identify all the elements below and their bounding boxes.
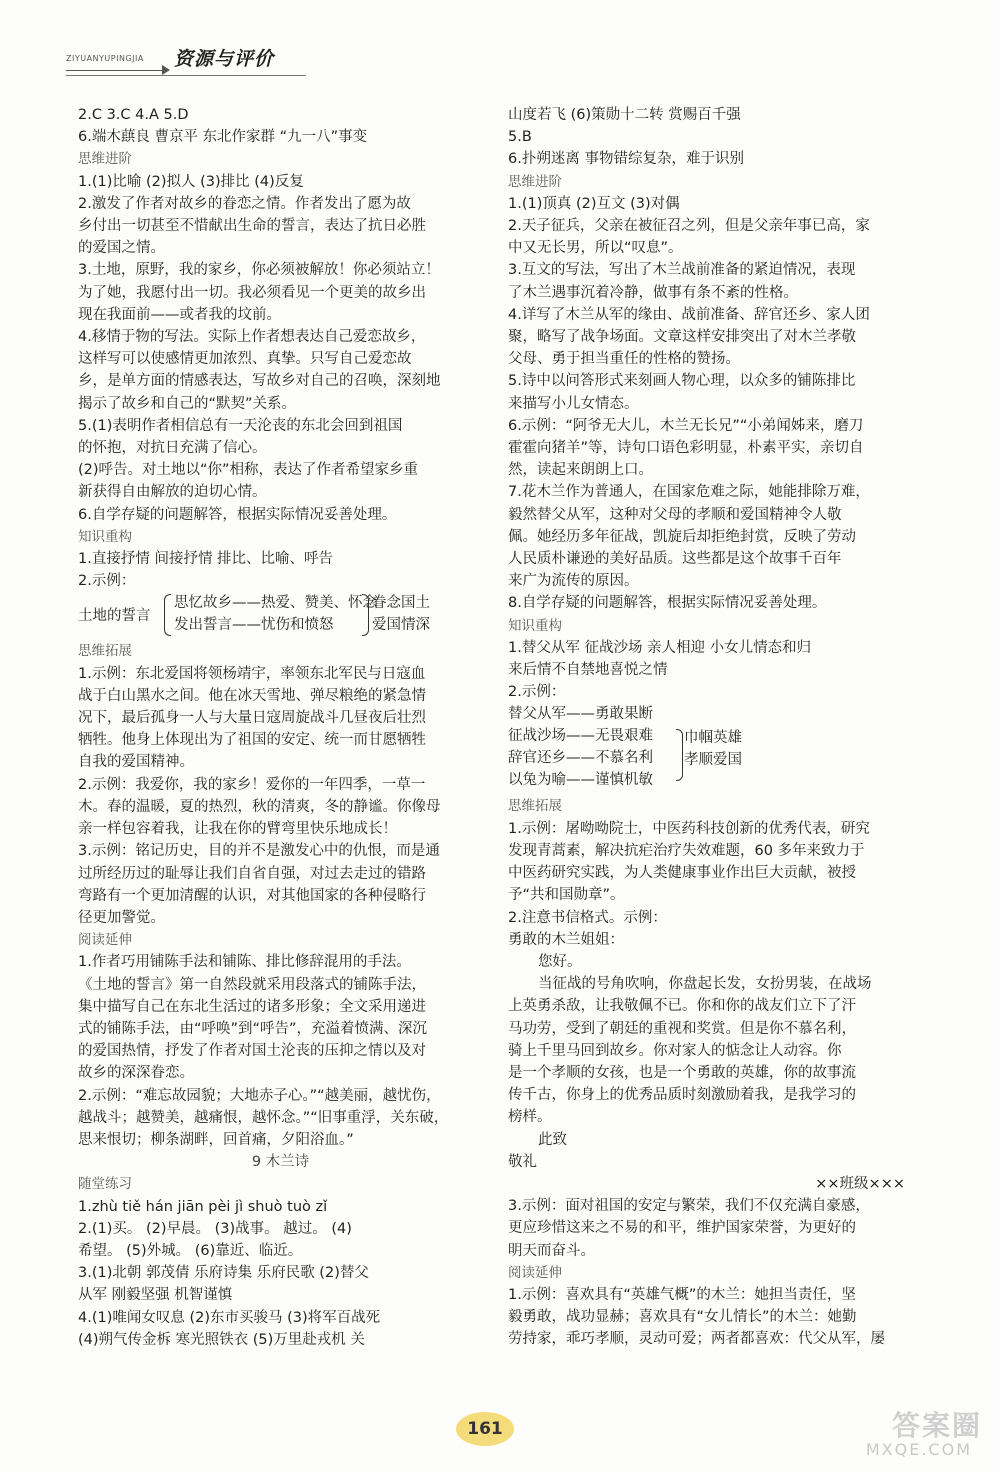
- text-line: 6.自学存疑的问题解答，根据实际情况妥善处理。: [78, 506, 397, 523]
- brace-row: 征战沙场——无畏艰难: [508, 728, 653, 745]
- left-brace-icon: [164, 594, 171, 636]
- text-line: 佩。她经历多年征战，凯旋后却拒绝封赏，反映了劳动: [508, 528, 856, 545]
- text-line: 2.示例：: [78, 573, 136, 590]
- text-line: 2.示例：我爱你，我的家乡！爱你的一年四季，一草一: [78, 776, 426, 793]
- text-line: 为了她，我愿付出一切。我必须看见一个更美的故乡出: [78, 284, 426, 301]
- section-heading: 思维进阶: [78, 151, 132, 168]
- text-line: 1.(1)顶真 (2)互文 (3)对偶: [508, 195, 680, 212]
- text-line: 思来恨切；柳条湖畔，回首痛，夕阳浴血。”: [78, 1131, 354, 1148]
- right-brace-icon: [362, 594, 369, 636]
- text-line: 1.zhù tiě hán jiān pèi jì shuò tuò zǐ: [78, 1198, 328, 1215]
- text-line: 敬礼: [508, 1153, 537, 1170]
- text-line: 乡付出一切甚至不惜献出生命的誓言，表达了抗日必胜: [78, 218, 426, 235]
- text-line: 人民质朴谦逊的美好品质。这些都是这个故事千百年: [508, 551, 842, 568]
- text-line: 式的铺陈手法，由“呼唤”到“呼告”，充溢着愤满、深沉: [78, 1020, 428, 1037]
- text-line: 《土地的誓言》第一自然段就采用段落式的铺陈手法，: [78, 976, 426, 993]
- text-line: 的爱国热情，抒发了作者对国土沦丧的压抑之情以及对: [78, 1043, 426, 1060]
- text-line: 6.示例：“阿爷无大儿，木兰无长兄”“小弟闻姊来，磨刀: [508, 417, 864, 434]
- brace-row: 思忆故乡——热爱、赞美、怀念: [174, 595, 377, 612]
- text-line: 2.(1)买。 (2)早晨。 (3)战事。 越过。 (4): [78, 1220, 352, 1237]
- text-line: 从军 刚毅坚强 机智谨慎: [78, 1287, 233, 1304]
- brace-end: 眷念国土: [372, 595, 430, 612]
- section-heading: 阅读延伸: [78, 932, 132, 949]
- text-line: 2.激发了作者对故乡的眷恋之情。作者发出了愿为故: [78, 195, 411, 212]
- text-line: 中又无长男，所以“叹息”。: [508, 240, 683, 257]
- text-line: 中医药研究实践，为人类健康事业作出巨大贡献，被授: [508, 865, 856, 882]
- text-line: 战于白山黑水之间。他在冰天雪地、弹尽粮绝的紧急情: [78, 687, 426, 704]
- text-line: 3.(1)北朝 郭茂倩 乐府诗集 乐府民歌 (2)替父: [78, 1265, 369, 1282]
- text-line: 聚，略写了战争场面。文章这样安排突出了对木兰孝敬: [508, 329, 856, 346]
- text-line: 过所经历过的耻辱让我们自省自强，对过去走过的错路: [78, 865, 426, 882]
- brace-diagram-right: [508, 703, 913, 795]
- text-line: 您好。: [538, 953, 582, 970]
- text-line: 5.(1)表明作者相信总有一天沦丧的东北会回到祖国: [78, 417, 403, 434]
- brace-diagram-left: [78, 592, 483, 640]
- text-line: 1.示例：屠呦呦院士，中医药科技创新的优秀代表，研究: [508, 820, 870, 837]
- text-line: 6.扑朔迷离 事物错综复杂，难于识别: [508, 151, 744, 168]
- text-line: 越战斗；越赞美，越痛恨，越怀念。”“旧事重浮，关东破，: [78, 1109, 449, 1126]
- text-line: 2.天子征兵，父亲在被征召之列，但是父亲年事已高，家: [508, 218, 870, 235]
- text-line: 7.花木兰作为普通人，在国家危难之际，她能排除万难，: [508, 484, 870, 501]
- brace-end: 孝顺爱国: [684, 752, 742, 769]
- text-line: 乡，是单方面的情感表达，写故乡对自己的召唤，深刻地: [78, 373, 441, 390]
- text-line: 4.(1)唯闻女叹息 (2)东市买骏马 (3)将军百战死: [78, 1309, 381, 1326]
- text-line: 新获得自由解放的迫切心情。: [78, 484, 267, 501]
- left-column-part-a: [78, 104, 483, 592]
- header-arrow-icon: [162, 65, 170, 75]
- text-line: 3.土地，原野，我的家乡，你必须被解放！你必须站立！: [78, 262, 440, 279]
- text-line: 马功劳，受到了朝廷的重视和奖赏。但是你不慕名利，: [508, 1020, 856, 1037]
- section-heading: 思维进阶: [508, 173, 562, 190]
- text-line: 1.作者巧用铺陈手法和铺陈、排比修辞混用的手法。: [78, 954, 411, 971]
- text-line: 2.示例：: [508, 684, 566, 701]
- text-line: 1.替父从军 征战沙场 亲人相迎 小女儿情态和归: [508, 639, 812, 656]
- header-arrow-line: [66, 70, 166, 71]
- section-heading: 思维拓展: [78, 643, 132, 660]
- text-line: 3.示例：铭记历史，目的并不是激发心中的仇恨，而是通: [78, 843, 440, 860]
- left-column: [78, 104, 483, 1351]
- brace-row: 发出誓言——忧伤和愤怒: [174, 617, 334, 634]
- text-line: 揭示了故乡和自己的“默契”关系。: [78, 395, 297, 412]
- text-line: 弯路有一个更加清醒的认识，对其他国家的各种侵略行: [78, 887, 426, 904]
- watermark-url: MXQE.COM: [865, 1440, 972, 1459]
- text-line: 故乡的深深眷恋。: [78, 1065, 194, 1082]
- right-column-part-a: [508, 104, 913, 703]
- text-line: 3.互文的写法，写出了木兰战前准备的紧迫情况，表现: [508, 262, 856, 279]
- text-line: 父母、勇于担当重任的性格的赞扬。: [508, 351, 740, 368]
- brace-diagram-label: 土地的誓言: [78, 608, 151, 625]
- text-line: 勇敢的木兰姐姐：: [508, 931, 624, 948]
- text-line: 当征战的号角吹响，你盘起长发，女扮男装，在战场: [538, 976, 872, 993]
- page-number: 161: [456, 1412, 514, 1446]
- text-line: (4)朔气传金柝 寒光照铁衣 (5)万里赴戎机 关: [78, 1331, 365, 1348]
- brace-end: 爱国情深: [372, 617, 430, 634]
- text-line: 此致: [538, 1131, 567, 1148]
- text-line: 集中描写自己在东北生活过的诸多形象；全文采用递进: [78, 998, 426, 1015]
- text-line: 传千古，你身上的优秀品质时刻激励着我，是我学习的: [508, 1087, 856, 1104]
- text-line: 毅勇敢，战功显赫；喜欢具有“女儿情长”的木兰：她勤: [508, 1309, 857, 1326]
- text-line: 来描写小儿女情态。: [508, 395, 639, 412]
- text-line: 来广为流传的原因。: [508, 573, 639, 590]
- header-pinyin: ZIYUANYUPINGJIA: [66, 54, 144, 63]
- brace-row: 以兔为喻——谨慎机敏: [508, 772, 653, 789]
- text-line: 4.移情于物的写法。实际上作者想表达自己爱恋故乡，: [78, 329, 426, 346]
- text-line: 了木兰遇事沉着冷静，做事有条不紊的性格。: [508, 284, 798, 301]
- brace-row: 替父从军——勇敢果断: [508, 706, 653, 723]
- text-line: 况下，最后孤身一人与大量日寇周旋战斗几昼夜后壮烈: [78, 710, 426, 727]
- text-line: 牺牲。他身上体现出为了祖国的安定、统一而甘愿牺牲: [78, 732, 426, 749]
- section-heading: 随堂练习: [78, 1176, 132, 1193]
- text-line: 3.示例：面对祖国的安定与繁荣，我们不仅充满自豪感，: [508, 1198, 870, 1215]
- text-line: 的怀抱，对抗日充满了信心。: [78, 440, 267, 457]
- section-heading: 知识重构: [508, 617, 562, 634]
- text-line: 榜样。: [508, 1109, 552, 1126]
- header-title: 资源与评价: [174, 48, 275, 70]
- text-line: 更应珍惜这来之不易的和平，维护国家荣誉，为更好的: [508, 1220, 856, 1237]
- text-line: 这样写可以使感情更加浓烈、真挚。只写自己爱恋故: [78, 351, 412, 368]
- text-line: 来后情不自禁地喜悦之情: [508, 662, 668, 679]
- text-line: 明天而奋斗。: [508, 1242, 595, 1259]
- left-column-part-b: [78, 640, 483, 1351]
- text-line: 骑上千里马回到故乡。你对家人的惦念让人动容。你: [508, 1042, 842, 1059]
- text-line: 予“共和国勋章”。: [508, 887, 625, 904]
- section-heading: 阅读延伸: [508, 1264, 562, 1281]
- text-line: 径更加警觉。: [78, 909, 165, 926]
- text-line: 木。春的温暖，夏的热烈，秋的清爽，冬的静谧。你像母: [78, 798, 441, 815]
- text-line: ××班级×××: [815, 1175, 905, 1192]
- text-line: 1.直接抒情 间接抒情 排比、比喻、呼告: [78, 551, 334, 568]
- text-line: 霍霍向猪羊”等，诗句口语色彩明显，朴素平实，亲切自: [508, 440, 864, 457]
- text-line: 的爱国之情。: [78, 240, 165, 257]
- text-line: 现在我面前——或者我的坟前。: [78, 306, 281, 323]
- right-column: [508, 104, 913, 1351]
- text-line: 2.示例：“难忘故园貌；大地赤子心。”“越美丽，越忧伤，: [78, 1087, 441, 1104]
- text-line: 是一个孝顺的女孩，也是一个勇敢的英雄，你的故事流: [508, 1064, 856, 1081]
- text-line: 1.示例：喜欢具有“英雄气概”的木兰：她担当责任，坚: [508, 1286, 856, 1303]
- text-line: 5.诗中以问答形式来刻画人物心理，以众多的铺陈排比: [508, 373, 856, 390]
- text-line: 2.注意书信格式。示例：: [508, 909, 667, 926]
- text-line: 4.详写了木兰从军的缘由、战前准备、辞官还乡、家人团: [508, 306, 870, 323]
- section-heading: 思维拓展: [508, 798, 562, 815]
- page-header: [66, 40, 316, 76]
- brace-end: 巾帼英雄: [684, 730, 742, 747]
- text-line: 毅然替父从军，这种对父母的孝顺和爱国精神令人敬: [508, 506, 842, 523]
- text-line: 山度若飞 (6)策勋十二转 赏赐百千强: [508, 107, 741, 123]
- text-line: (2)呼告。对土地以“你”相称，表达了作者希望家乡重: [78, 462, 419, 479]
- brace-row: 辞官还乡——不慕名利: [508, 750, 653, 767]
- text-line: 1.(1)比喻 (2)拟人 (3)排比 (4)反复: [78, 173, 304, 190]
- section-heading: 知识重构: [78, 528, 132, 545]
- text-line: 2.C 3.C 4.A 5.D: [78, 107, 189, 123]
- text-line: 5.B: [508, 129, 532, 146]
- right-column-part-b: [508, 795, 913, 1350]
- text-line: 劳持家，乖巧孝顺，灵动可爱；两者都喜欢：代父从军，屡: [508, 1331, 885, 1348]
- text-line: 1.示例：东北爱国将领杨靖宇，率领东北军民与日寇血: [78, 665, 426, 682]
- lesson-title: 9 木兰诗: [251, 1154, 310, 1171]
- text-line: 亲一样包容着我，让我在你的臂弯里快乐地成长！: [78, 821, 397, 838]
- text-line: 然，读起来朗朗上口。: [508, 462, 653, 479]
- right-brace-icon: [676, 729, 683, 781]
- text-line: 8.自学存疑的问题解答，根据实际情况妥善处理。: [508, 595, 827, 612]
- text-line: 发现青蒿素，解决抗疟治疗失效难题，60 多年来致力于: [508, 842, 865, 859]
- text-line: 上英勇杀敌，让我敬佩不已。你和你的战友们立下了汗: [508, 998, 856, 1015]
- text-line: 自我的爱国精神。: [78, 754, 194, 771]
- text-line: 希望。 (5)外城。 (6)靠近、临近。: [78, 1242, 303, 1259]
- text-line: 6.端木蕻良 曹京平 东北作家群 “九一八”事变: [78, 129, 368, 146]
- header-underline: [66, 75, 306, 76]
- watermark-logo: 答案圈: [891, 1409, 982, 1442]
